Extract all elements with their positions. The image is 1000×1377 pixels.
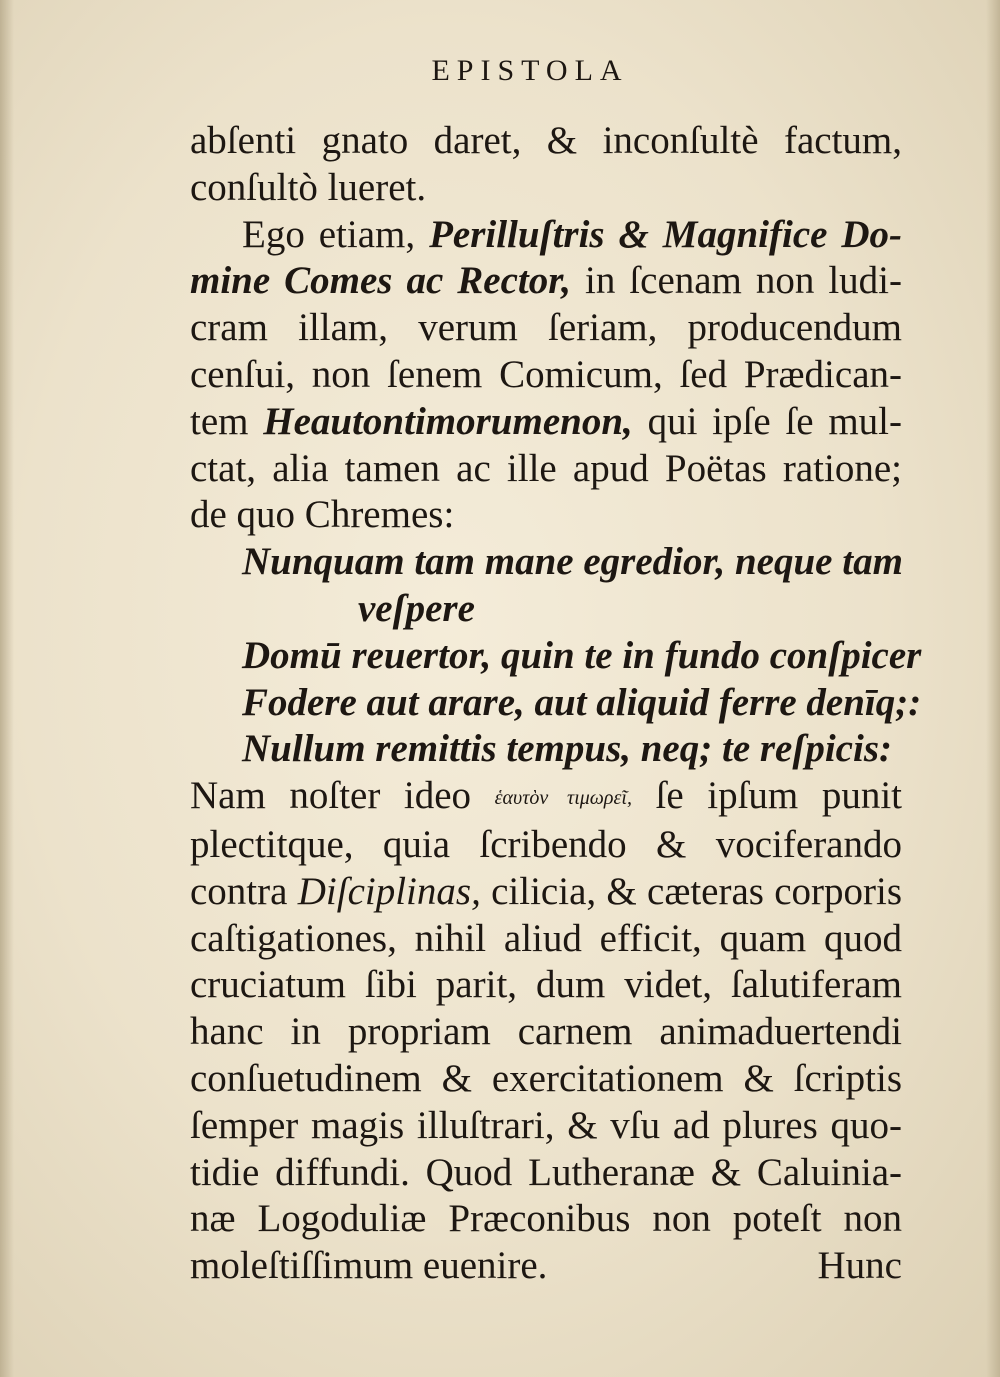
text-span: ſe ipſum punit bbox=[655, 774, 903, 818]
text-line: tidie diffundi. Quod Lutheranæ & Caluinia- bbox=[190, 1150, 902, 1194]
verse-line: Fodere aut arare, aut aliquid ferre denīq;: bbox=[242, 680, 922, 724]
text-span: in ſcenam non ludi- bbox=[584, 259, 903, 303]
text-span: moleſtiſſimum euenire. bbox=[190, 1244, 548, 1288]
italic-term: Diſciplinas, bbox=[297, 869, 481, 913]
text-span: Nam noſter ideo bbox=[190, 774, 472, 818]
text-line: cram illam, verum ſeriam, producendum bbox=[190, 306, 902, 350]
text-line: conſultò lueret. bbox=[190, 165, 427, 209]
text-line: ctat, alia tamen ac ille apud Poëtas ratione; bbox=[190, 446, 902, 490]
text-span: tem bbox=[190, 399, 249, 443]
text-line bbox=[190, 399, 902, 446]
verse-line-continuation: veſpere bbox=[358, 586, 475, 630]
verse-line: Nunquam tam mane egredior, neque tam bbox=[242, 540, 903, 584]
text-line: ſemper magis illuſtrari, & vſu ad plures quo- bbox=[190, 1103, 902, 1147]
body-text bbox=[190, 118, 922, 1290]
text-span: cilicia, & cæteras corporis bbox=[491, 869, 903, 913]
text-line: conſuetudinem & exercitationem & ſcriptis bbox=[190, 1056, 902, 1100]
text-line bbox=[190, 773, 902, 822]
text-line: cenſui, non ſenem Comicum, ſed Prædican- bbox=[190, 352, 902, 396]
catchword: Hunc bbox=[817, 1244, 902, 1288]
text-span: contra bbox=[190, 869, 288, 913]
page-edge-shadow-right bbox=[986, 0, 1000, 1377]
text-line bbox=[190, 869, 902, 916]
text-span: Ego etiam, bbox=[242, 212, 416, 256]
page-edge-shadow-left bbox=[0, 0, 14, 1377]
text-span: qui ipſe ſe mul- bbox=[647, 399, 903, 443]
text-line: caſtigationes, nihil aliud efficit, quam quod bbox=[190, 916, 902, 960]
text-line bbox=[190, 258, 902, 305]
italic-term: Heautontimorumenon, bbox=[263, 399, 633, 443]
text-line: cruciatum ſibi parit, dum videt, ſalutiferam bbox=[190, 963, 902, 1007]
text-line: de quo Chremes: bbox=[190, 493, 455, 537]
text-line: abſenti gnato daret, & inconſultè factum, bbox=[190, 119, 902, 162]
text-line bbox=[190, 1243, 902, 1290]
dedicatee-address: Perilluſtris & Magnifice Do- bbox=[429, 212, 903, 256]
greek-phrase: ἑαυτὸν τιμωρεῖ, bbox=[494, 787, 632, 810]
text-line: plectitque, quia ſcribendo & vociferando bbox=[190, 822, 902, 866]
text-line: hanc in propriam carnem animaduertendi bbox=[190, 1010, 902, 1054]
dedicatee-address-cont: mine Comes ac Rector, bbox=[190, 259, 571, 303]
verse-line: Domū reuertor, quin te in fundo conſpicer bbox=[242, 633, 922, 677]
text-line: næ Logoduliæ Præconibus non poteſt non bbox=[190, 1197, 902, 1241]
text-line bbox=[190, 212, 902, 259]
running-title: EPISTOLA bbox=[431, 54, 629, 87]
verse-line: Nullum remittis tempus, neq; te reſpicis: bbox=[242, 727, 892, 771]
